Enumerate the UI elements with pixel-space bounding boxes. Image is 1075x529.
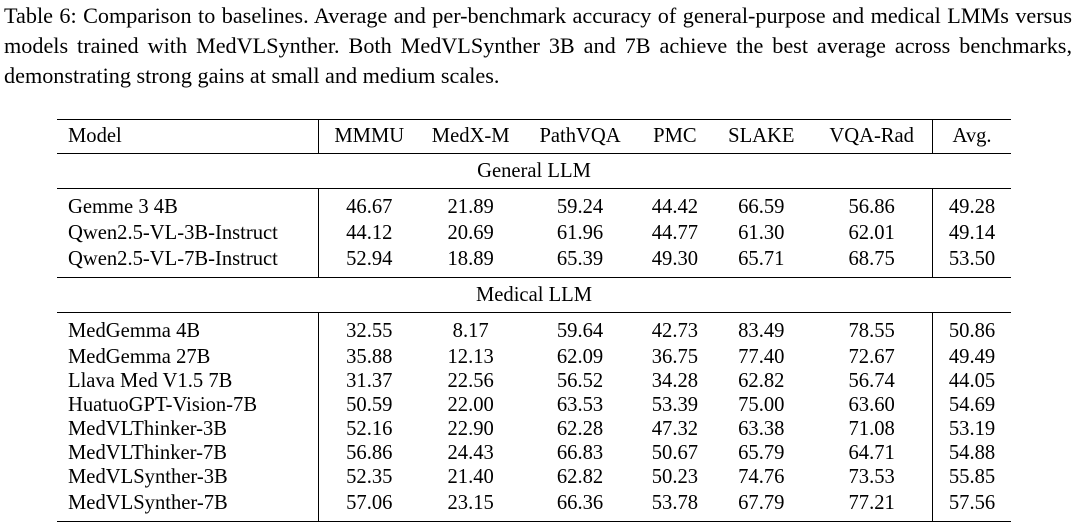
section-header-row xyxy=(57,278,1011,313)
vqa-rad-cell: 56.74 xyxy=(848,370,895,392)
medx-m-cell: 8.17 xyxy=(452,320,489,342)
pmc-cell: 53.78 xyxy=(638,489,711,522)
caption-text: Comparison to baselines. Average and per-benchmark accuracy of general-purpose and medical LMMs versus models trained with MedVLSynther. Both MedVLSynther 3B and 7B achieve the best average across benchmarks, demonstrating strong gains at small and medium scales. xyxy=(4,3,1073,88)
header-mmmu: MMMU xyxy=(318,120,419,154)
mmmu-cell: 57.06 xyxy=(318,489,419,522)
mmmu-cell: 35.88 xyxy=(318,345,419,369)
mmmu-cell: 46.67 xyxy=(318,189,419,222)
model-name-cell: MedVLThinker-7B xyxy=(68,442,227,464)
caption-label: Table 6: xyxy=(4,3,77,28)
avg-cell: 50.86 xyxy=(933,313,1011,346)
table-header-row xyxy=(57,120,1011,154)
medx-m-cell: 21.40 xyxy=(447,466,494,488)
model-name-cell: MedVLSynther-3B xyxy=(68,466,228,488)
pmc-cell: 50.67 xyxy=(651,442,699,464)
medx-m-cell: 22.90 xyxy=(447,418,494,440)
pmc-cell: 50.23 xyxy=(651,466,699,488)
medx-m-cell: 21.89 xyxy=(447,196,494,218)
slake-cell: 65.79 xyxy=(738,442,785,464)
pathvqa-cell: 59.64 xyxy=(556,320,604,342)
model-name-cell: Gemme 3 4B xyxy=(68,196,178,218)
header-model: Model xyxy=(57,120,318,154)
avg-cell: 53.50 xyxy=(933,245,1011,278)
medx-m-cell: 23.15 xyxy=(420,489,522,522)
slake-cell: 66.59 xyxy=(738,196,785,218)
slake-cell: 83.49 xyxy=(738,320,785,342)
slake-cell: 75.00 xyxy=(738,394,785,416)
pmc-cell: 49.30 xyxy=(638,245,711,278)
pathvqa-cell: 66.83 xyxy=(556,442,604,464)
header-medx-m: MedX-M xyxy=(420,120,522,154)
avg-cell: 54.88 xyxy=(933,441,1011,465)
mmmu-cell: 44.12 xyxy=(318,221,419,245)
table-row xyxy=(57,345,1011,369)
table-row xyxy=(57,221,1011,245)
mmmu-cell: 52.35 xyxy=(318,465,419,489)
avg-cell: 44.05 xyxy=(933,369,1011,393)
header-pmc: PMC xyxy=(638,120,711,154)
vqa-rad-cell: 64.71 xyxy=(848,442,895,464)
medx-m-cell: 22.00 xyxy=(447,394,494,416)
model-name-cell: MedVLSynther-7B xyxy=(57,489,318,522)
header-slake: SLAKE xyxy=(711,120,811,154)
medx-m-cell: 20.69 xyxy=(447,222,494,244)
pathvqa-cell: 59.24 xyxy=(556,196,604,218)
model-name-cell: MedGemma 27B xyxy=(68,346,211,368)
section-header-row xyxy=(57,154,1011,189)
pmc-cell: 44.42 xyxy=(651,196,699,218)
avg-cell: 57.56 xyxy=(933,489,1011,522)
pathvqa-cell: 65.39 xyxy=(522,245,639,278)
pathvqa-cell: 66.36 xyxy=(522,489,639,522)
vqa-rad-cell: 68.75 xyxy=(811,245,932,278)
pathvqa-cell: 56.52 xyxy=(556,370,604,392)
vqa-rad-cell: 77.21 xyxy=(811,489,932,522)
medx-m-cell: 24.43 xyxy=(447,442,494,464)
slake-cell: 63.38 xyxy=(738,418,785,440)
slake-cell: 65.71 xyxy=(711,245,811,278)
model-name-cell: Qwen2.5-VL-3B-Instruct xyxy=(68,222,278,244)
model-name-cell: MedVLThinker-3B xyxy=(68,418,227,440)
table-row xyxy=(57,441,1011,465)
results-table xyxy=(57,119,1011,522)
medx-m-cell: 22.56 xyxy=(447,370,494,392)
pathvqa-cell: 62.82 xyxy=(556,466,604,488)
vqa-rad-cell: 56.86 xyxy=(848,196,895,218)
vqa-rad-cell: 63.60 xyxy=(848,394,895,416)
vqa-rad-cell: 78.55 xyxy=(848,320,895,342)
medx-m-cell: 18.89 xyxy=(420,245,522,278)
table-caption xyxy=(4,1,1072,91)
section-title: General LLM xyxy=(57,154,1011,189)
table-body xyxy=(57,154,1011,522)
header-vqa-rad: VQA-Rad xyxy=(811,120,932,154)
slake-cell: 74.76 xyxy=(738,466,785,488)
table-row xyxy=(57,393,1011,417)
avg-cell: 49.14 xyxy=(933,221,1011,245)
mmmu-cell: 52.16 xyxy=(318,417,419,441)
avg-cell: 55.85 xyxy=(933,465,1011,489)
pathvqa-cell: 63.53 xyxy=(556,394,604,416)
medx-m-cell: 12.13 xyxy=(447,346,494,368)
pathvqa-cell: 62.09 xyxy=(556,346,604,368)
mmmu-cell: 32.55 xyxy=(318,313,419,346)
mmmu-cell: 50.59 xyxy=(318,393,419,417)
pmc-cell: 47.32 xyxy=(651,418,699,440)
table-row xyxy=(57,465,1011,489)
vqa-rad-cell: 62.01 xyxy=(848,222,895,244)
vqa-rad-cell: 73.53 xyxy=(848,466,895,488)
vqa-rad-cell: 71.08 xyxy=(848,418,895,440)
pathvqa-cell: 62.28 xyxy=(556,418,604,440)
table-row xyxy=(57,417,1011,441)
mmmu-cell: 56.86 xyxy=(318,441,419,465)
table-row xyxy=(57,489,1011,522)
model-name-cell: Llava Med V1.5 7B xyxy=(68,370,233,392)
avg-cell: 53.19 xyxy=(933,417,1011,441)
model-name-cell: HuatuoGPT-Vision-7B xyxy=(68,394,258,416)
vqa-rad-cell: 72.67 xyxy=(848,346,895,368)
pmc-cell: 36.75 xyxy=(651,346,699,368)
header-pathvqa: PathVQA xyxy=(522,120,639,154)
avg-cell: 49.49 xyxy=(933,345,1011,369)
slake-cell: 77.40 xyxy=(738,346,785,368)
pmc-cell: 53.39 xyxy=(651,394,699,416)
avg-cell: 49.28 xyxy=(933,189,1011,222)
table-row xyxy=(57,189,1011,222)
pmc-cell: 34.28 xyxy=(651,370,699,392)
avg-cell: 54.69 xyxy=(933,393,1011,417)
pmc-cell: 44.77 xyxy=(651,222,699,244)
table-row xyxy=(57,369,1011,393)
pmc-cell: 42.73 xyxy=(651,320,699,342)
slake-cell: 67.79 xyxy=(711,489,811,522)
mmmu-cell: 52.94 xyxy=(318,245,419,278)
header-avg: Avg. xyxy=(933,120,1011,154)
mmmu-cell: 31.37 xyxy=(318,369,419,393)
pathvqa-cell: 61.96 xyxy=(556,222,604,244)
section-title: Medical LLM xyxy=(57,278,1011,313)
slake-cell: 61.30 xyxy=(738,222,785,244)
model-name-cell: Qwen2.5-VL-7B-Instruct xyxy=(57,245,318,278)
table-row xyxy=(57,245,1011,278)
table-row xyxy=(57,313,1011,346)
slake-cell: 62.82 xyxy=(738,370,785,392)
model-name-cell: MedGemma 4B xyxy=(68,320,201,342)
